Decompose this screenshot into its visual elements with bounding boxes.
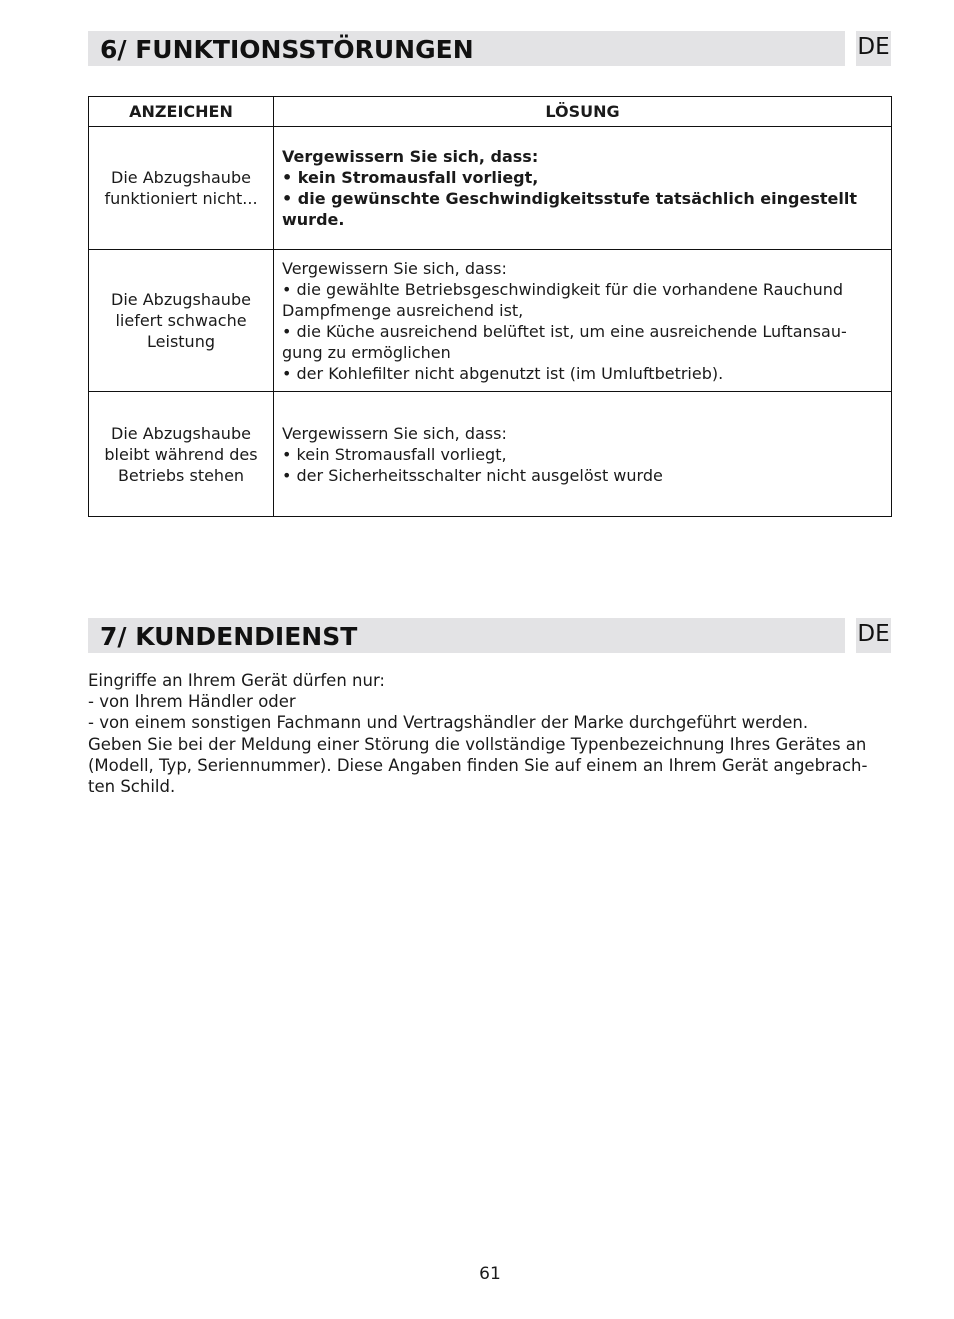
symptom-line: liefert schwache — [115, 311, 247, 330]
column-header-symptom: ANZEICHEN — [89, 97, 274, 127]
solution-line: • kein Stromausfall vorliegt, — [282, 168, 539, 187]
solution-line: • die Küche ausreichend belüftet ist, um eine ausreichende Luftansau- — [282, 321, 847, 341]
symptom-cell — [89, 250, 274, 392]
symptom-line: Betriebs stehen — [117, 465, 245, 485]
solution-line: • die gewählte Betriebsgeschwindigkeit für die vorhandene Rauchund — [282, 279, 843, 299]
table-row — [89, 250, 892, 392]
solution-line: • der Kohlefilter nicht abgenutzt ist (im Umluftbetrieb). — [282, 363, 724, 383]
solution-line: Vergewissern Sie sich, dass: — [282, 147, 539, 166]
symptom-cell — [89, 392, 274, 517]
paragraph-line: Eingriffe an Ihrem Gerät dürfen nur: — [88, 671, 385, 690]
symptom-line: bleibt während des — [104, 444, 258, 464]
solution-line: • kein Stromausfall vorliegt, — [282, 444, 507, 464]
symptom-line: Die Abzugshaube — [111, 290, 251, 309]
table-header-row — [89, 97, 892, 127]
solution-cell — [274, 250, 892, 392]
solution-line: gung zu ermöglichen — [282, 342, 451, 362]
symptom-line: Leistung — [147, 332, 215, 351]
section-6-title: 6/ FUNKTIONSSTÖRUNGEN — [100, 35, 474, 64]
solution-cell — [274, 127, 892, 250]
solution-line: • die gewünschte Geschwindigkeitsstufe tatsächlich eingestellt — [282, 189, 857, 208]
solution-cell — [274, 392, 892, 517]
symptom-line: funktioniert nicht... — [104, 189, 258, 208]
solution-line: Dampfmenge ausreichend ist, — [282, 300, 524, 320]
section-6-header — [88, 31, 891, 66]
troubleshooting-table — [88, 96, 892, 517]
paragraph-line: - von Ihrem Händler oder — [88, 692, 296, 712]
section-6-language-badge: DE — [856, 31, 891, 66]
page-number: 61 — [479, 1264, 501, 1284]
solution-line: wurde. — [282, 210, 345, 229]
solution-line: • der Sicherheitsschalter nicht ausgelöst wurde — [282, 465, 663, 485]
section-7-language-badge: DE — [856, 618, 891, 653]
section-7-title: 7/ KUNDENDIENST — [100, 622, 358, 651]
symptom-cell — [89, 127, 274, 250]
table-row — [89, 392, 892, 517]
table-row — [89, 127, 892, 250]
paragraph-line: Geben Sie bei der Meldung einer Störung die vollständige Typenbezeichnung Ihres Gerätes an — [88, 734, 867, 754]
section-6-title-bar — [88, 31, 845, 66]
paragraph-line: (Modell, Typ, Seriennummer). Diese Angaben finden Sie auf einem an Ihrem Gerät angebrach- — [88, 755, 868, 775]
section-7-header — [88, 618, 891, 653]
paragraph-line: ten Schild. — [88, 777, 176, 797]
paragraph-line: - von einem sonstigen Fachmann und Vertragshändler der Marke durchgeführt werden. — [88, 713, 809, 733]
solution-line: Vergewissern Sie sich, dass: — [282, 423, 507, 443]
section-7-title-bar — [88, 618, 845, 653]
customer-service-text — [88, 670, 898, 797]
solution-line: Vergewissern Sie sich, dass: — [282, 258, 507, 278]
symptom-line: Die Abzugshaube — [111, 423, 251, 443]
symptom-line: Die Abzugshaube — [111, 168, 251, 187]
column-header-solution: LÖSUNG — [274, 97, 892, 127]
